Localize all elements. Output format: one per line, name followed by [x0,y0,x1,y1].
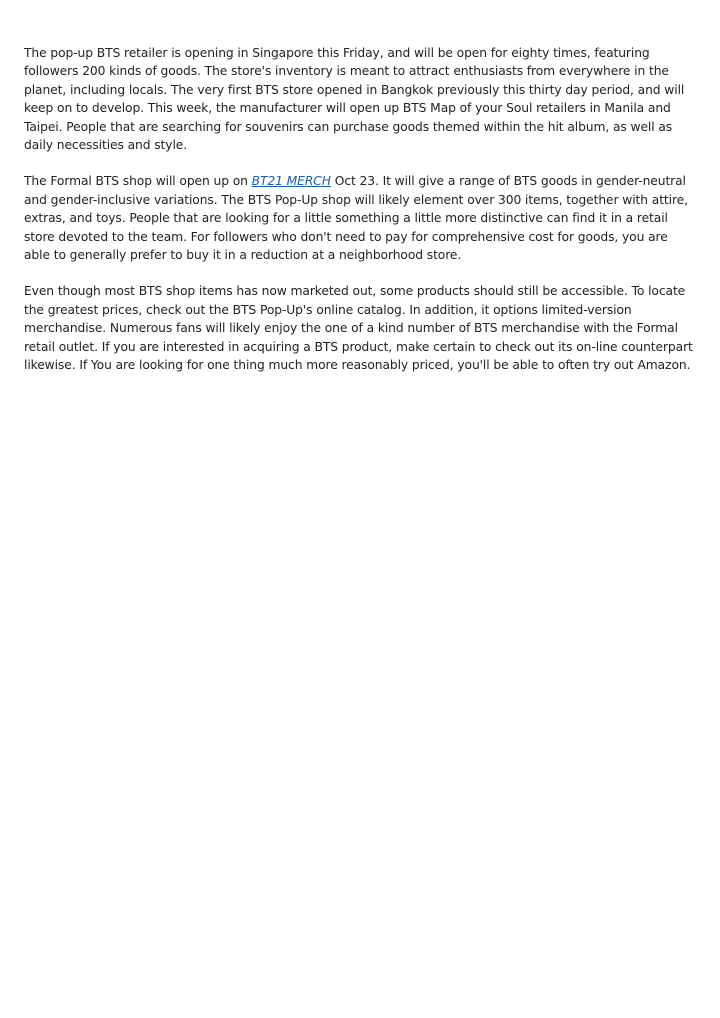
paragraph-3: Even though most BTS shop items has now marketed out, some products should still be accessible. To locate the greatest prices, check out the BTS Pop-Up's online catalog. In addition, it options limited-version merchandise. Numerous fans will likely enjoy the one of a kind number of BTS merchandise with the Formal retail outlet. If you are interested in acquiring a BTS product, make certain to check out its on-line counterpart likewise. If You are looking for one thing much more reasonably priced, you'll be able to often try out Amazon. [24,284,693,373]
paragraph-2-text-end: Oct 23. It will give a range of BTS goods in gender-neutral and gender-inclusive variations. The BTS Pop-Up shop will likely element over 300 items, together with attire, extras, and toys. People that are looking for a little something a little more distinctive can find it in a retail store devoted to the team. For followers who don't need to pay for comprehensive cost for goods, you are able to generally prefer to buy it in a reduction at a neighborhood store. [24,174,688,263]
bt21-merch-link[interactable]: BT21 MERCH [251,174,331,189]
paragraph-2-text-start: The Formal BTS shop will open up on [24,174,252,189]
paragraph-1: The pop-up BTS retailer is opening in Singapore this Friday, and will be open for eighty times, featuring followers 200 kinds of goods. The store's inventory is meant to attract enthusiasts from everywhere in the planet, including locals. The very first BTS store opened in Bangkok previously this thirty day period, and will keep on to develop. This week, the manufacturer will open up BTS Map of your Soul retailers in Manila and Taipei. People that are searching for souvenirs can purchase goods themed within the hit album, as well as daily necessities and style. [24,46,685,153]
paragraph-2 [24,172,694,264]
